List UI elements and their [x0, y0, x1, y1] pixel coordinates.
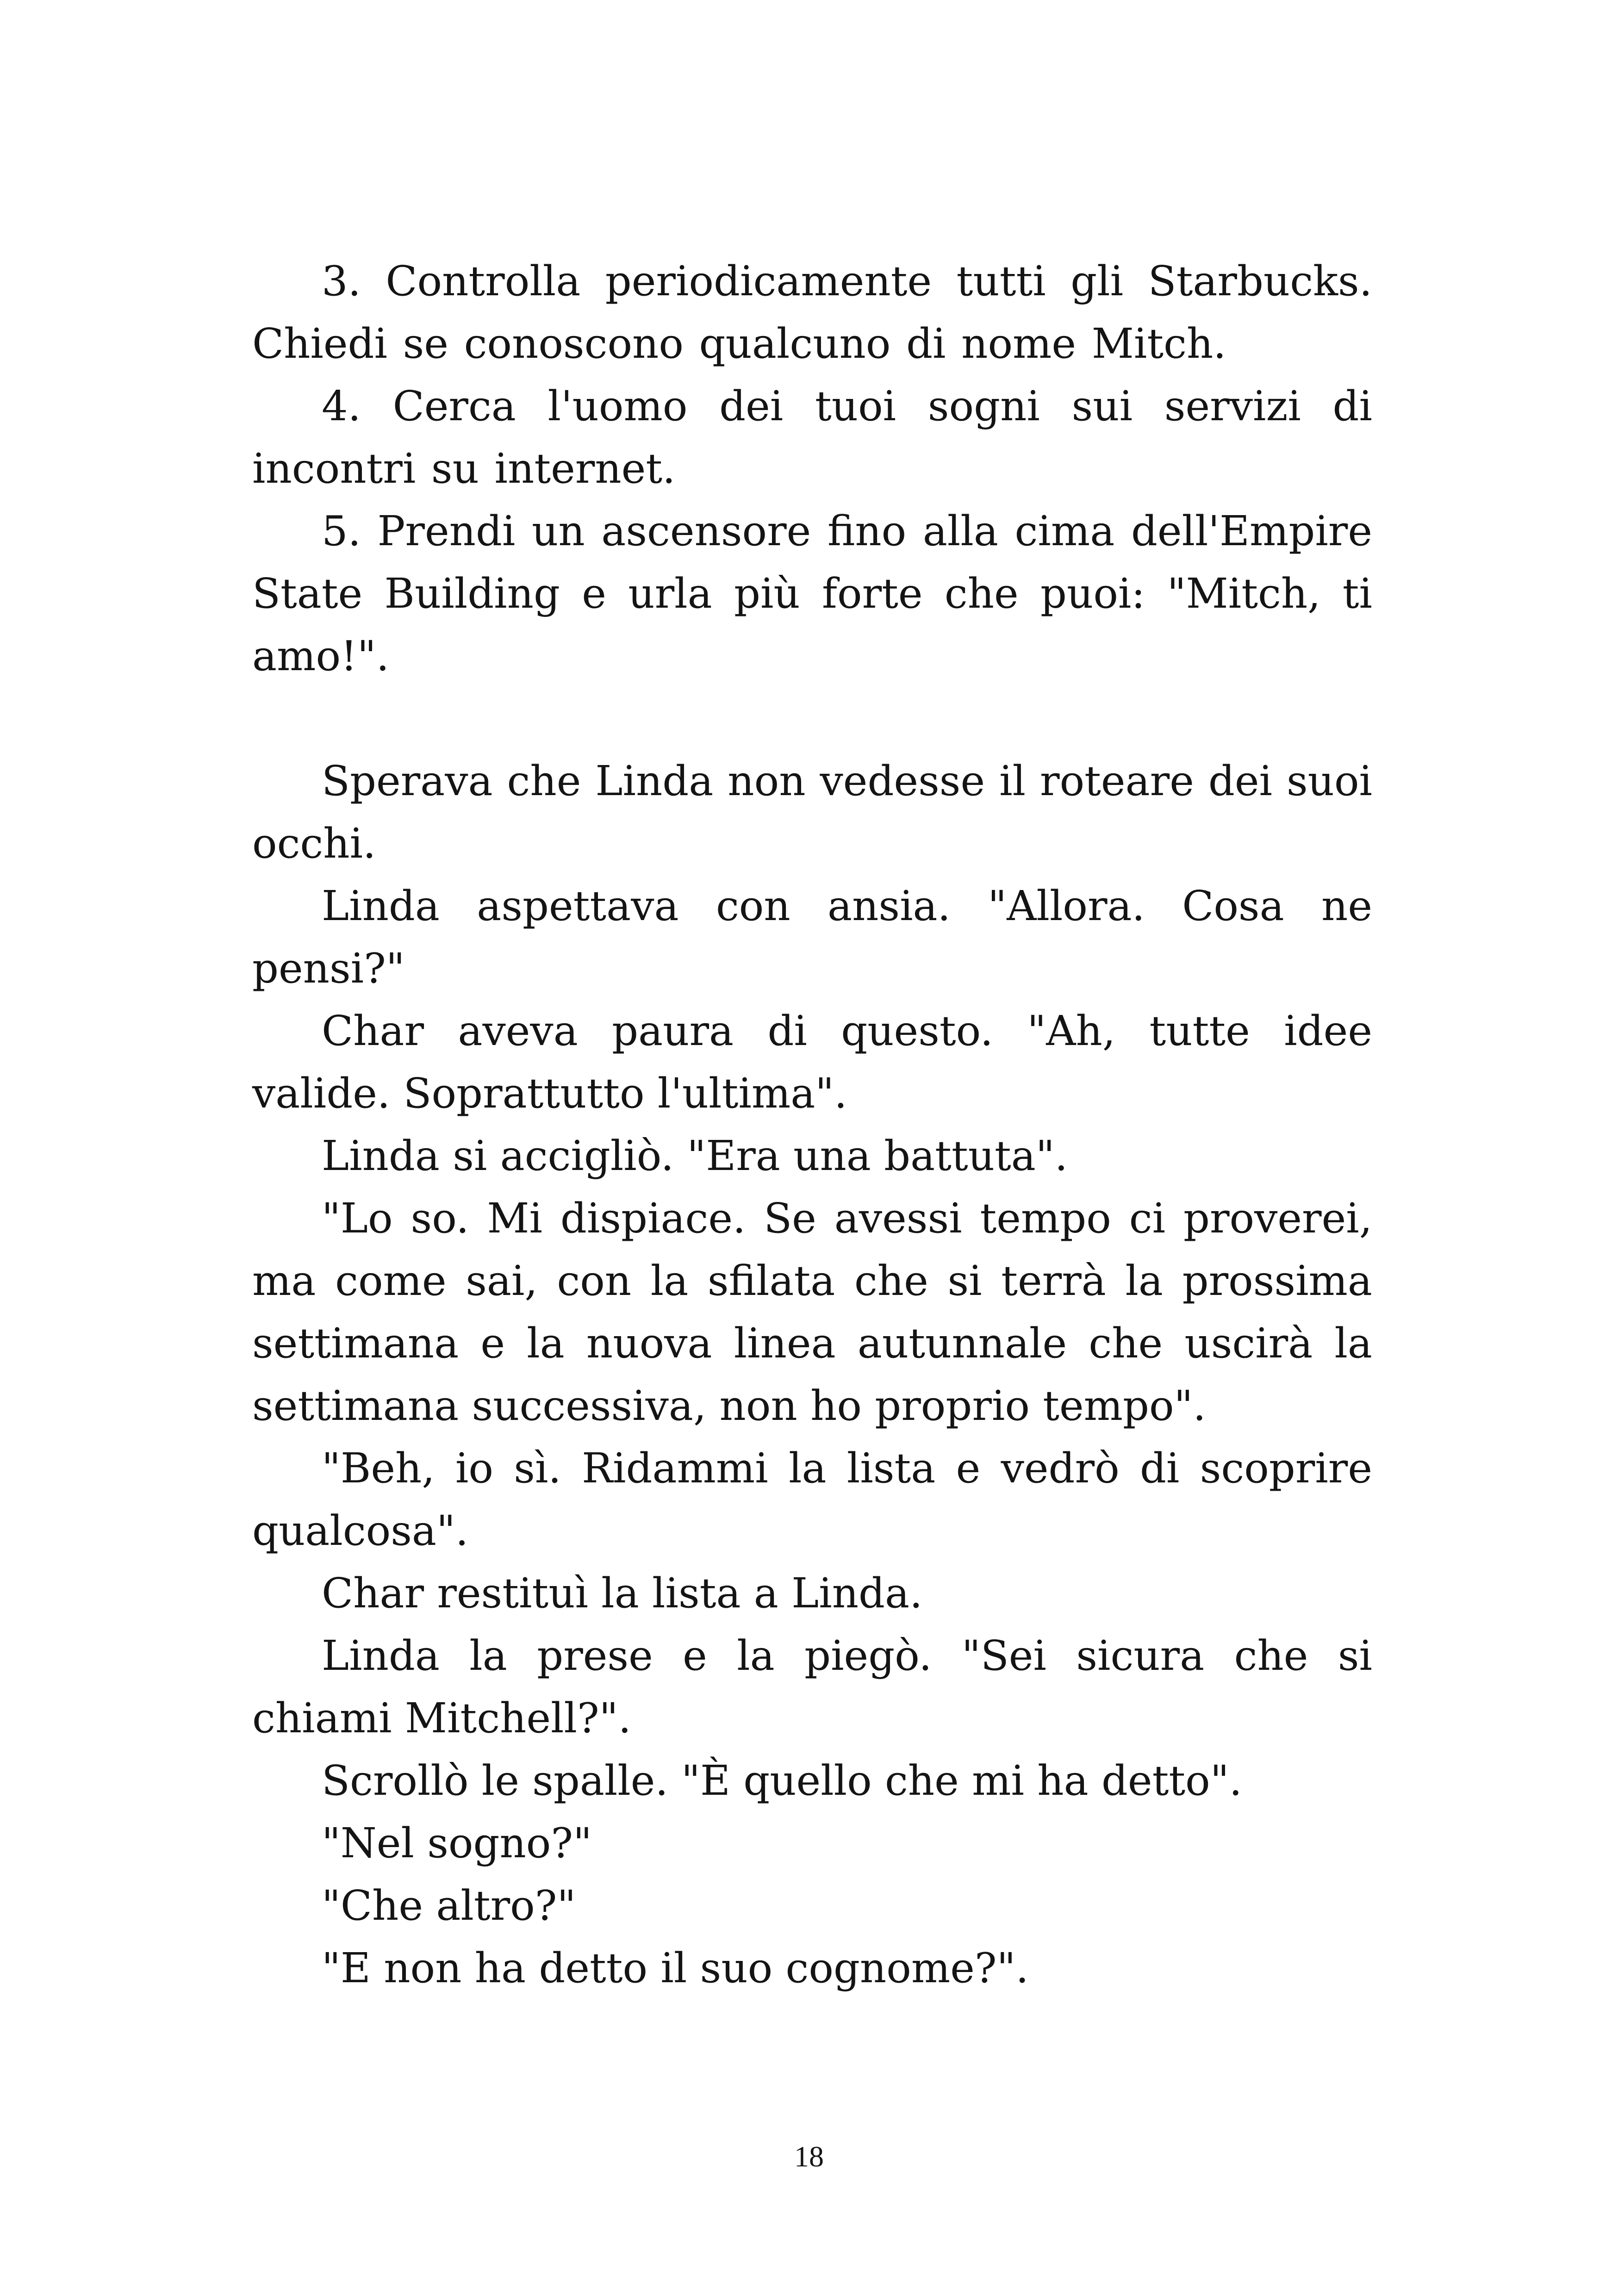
list-item: 3. Controlla periodicamente tutti gli Starbucks. Chiedi se conoscono qualcuno di nome Mitch.: [252, 257, 1372, 367]
list-item: 4. Cerca l'uomo dei tuoi sogni sui servizi di incontri su internet.: [252, 382, 1372, 492]
paragraph: Scrollò le spalle. "È quello che mi ha detto".: [322, 1756, 1242, 1804]
paragraph: Char aveva paura di questo. "Ah, tutte idee valide. Soprattutto l'ultima".: [252, 1007, 1372, 1117]
page-body: [252, 250, 1372, 1999]
paragraph: Linda aspettava con ansia. "Allora. Cosa ne pensi?": [252, 882, 1372, 992]
paragraph: "Beh, io sì. Ridammi la lista e vedrò di scoprire qualcosa".: [252, 1444, 1372, 1555]
list-item: 5. Prendi un ascensore fino alla cima dell'Empire State Building e urla più forte che puoi: "Mitch, ti amo!".: [252, 507, 1372, 680]
paragraph: Linda si accigliò. "Era una battuta".: [322, 1132, 1068, 1180]
page-number: 18: [794, 2140, 824, 2173]
section-gap: [252, 687, 1372, 750]
paragraph: "Che altro?": [322, 1881, 576, 1929]
paragraph: "E non ha detto il suo cognome?".: [322, 1944, 1029, 1992]
paragraph: Linda la prese e la piegò. "Sei sicura che si chiami Mitchell?".: [252, 1631, 1372, 1742]
paragraph: "Lo so. Mi dispiace. Se avessi tempo ci proverei, ma come sai, con la sfilata che si terrà la prossima settimana e la nuova linea autunnale che uscirà la settimana successiva, non ho proprio tempo".: [252, 1194, 1372, 1430]
paragraph: Char restituì la lista a Linda.: [322, 1569, 923, 1617]
paragraph: "Nel sogno?": [322, 1819, 592, 1867]
paragraph: Sperava che Linda non vedesse il roteare dei suoi occhi.: [252, 757, 1372, 867]
